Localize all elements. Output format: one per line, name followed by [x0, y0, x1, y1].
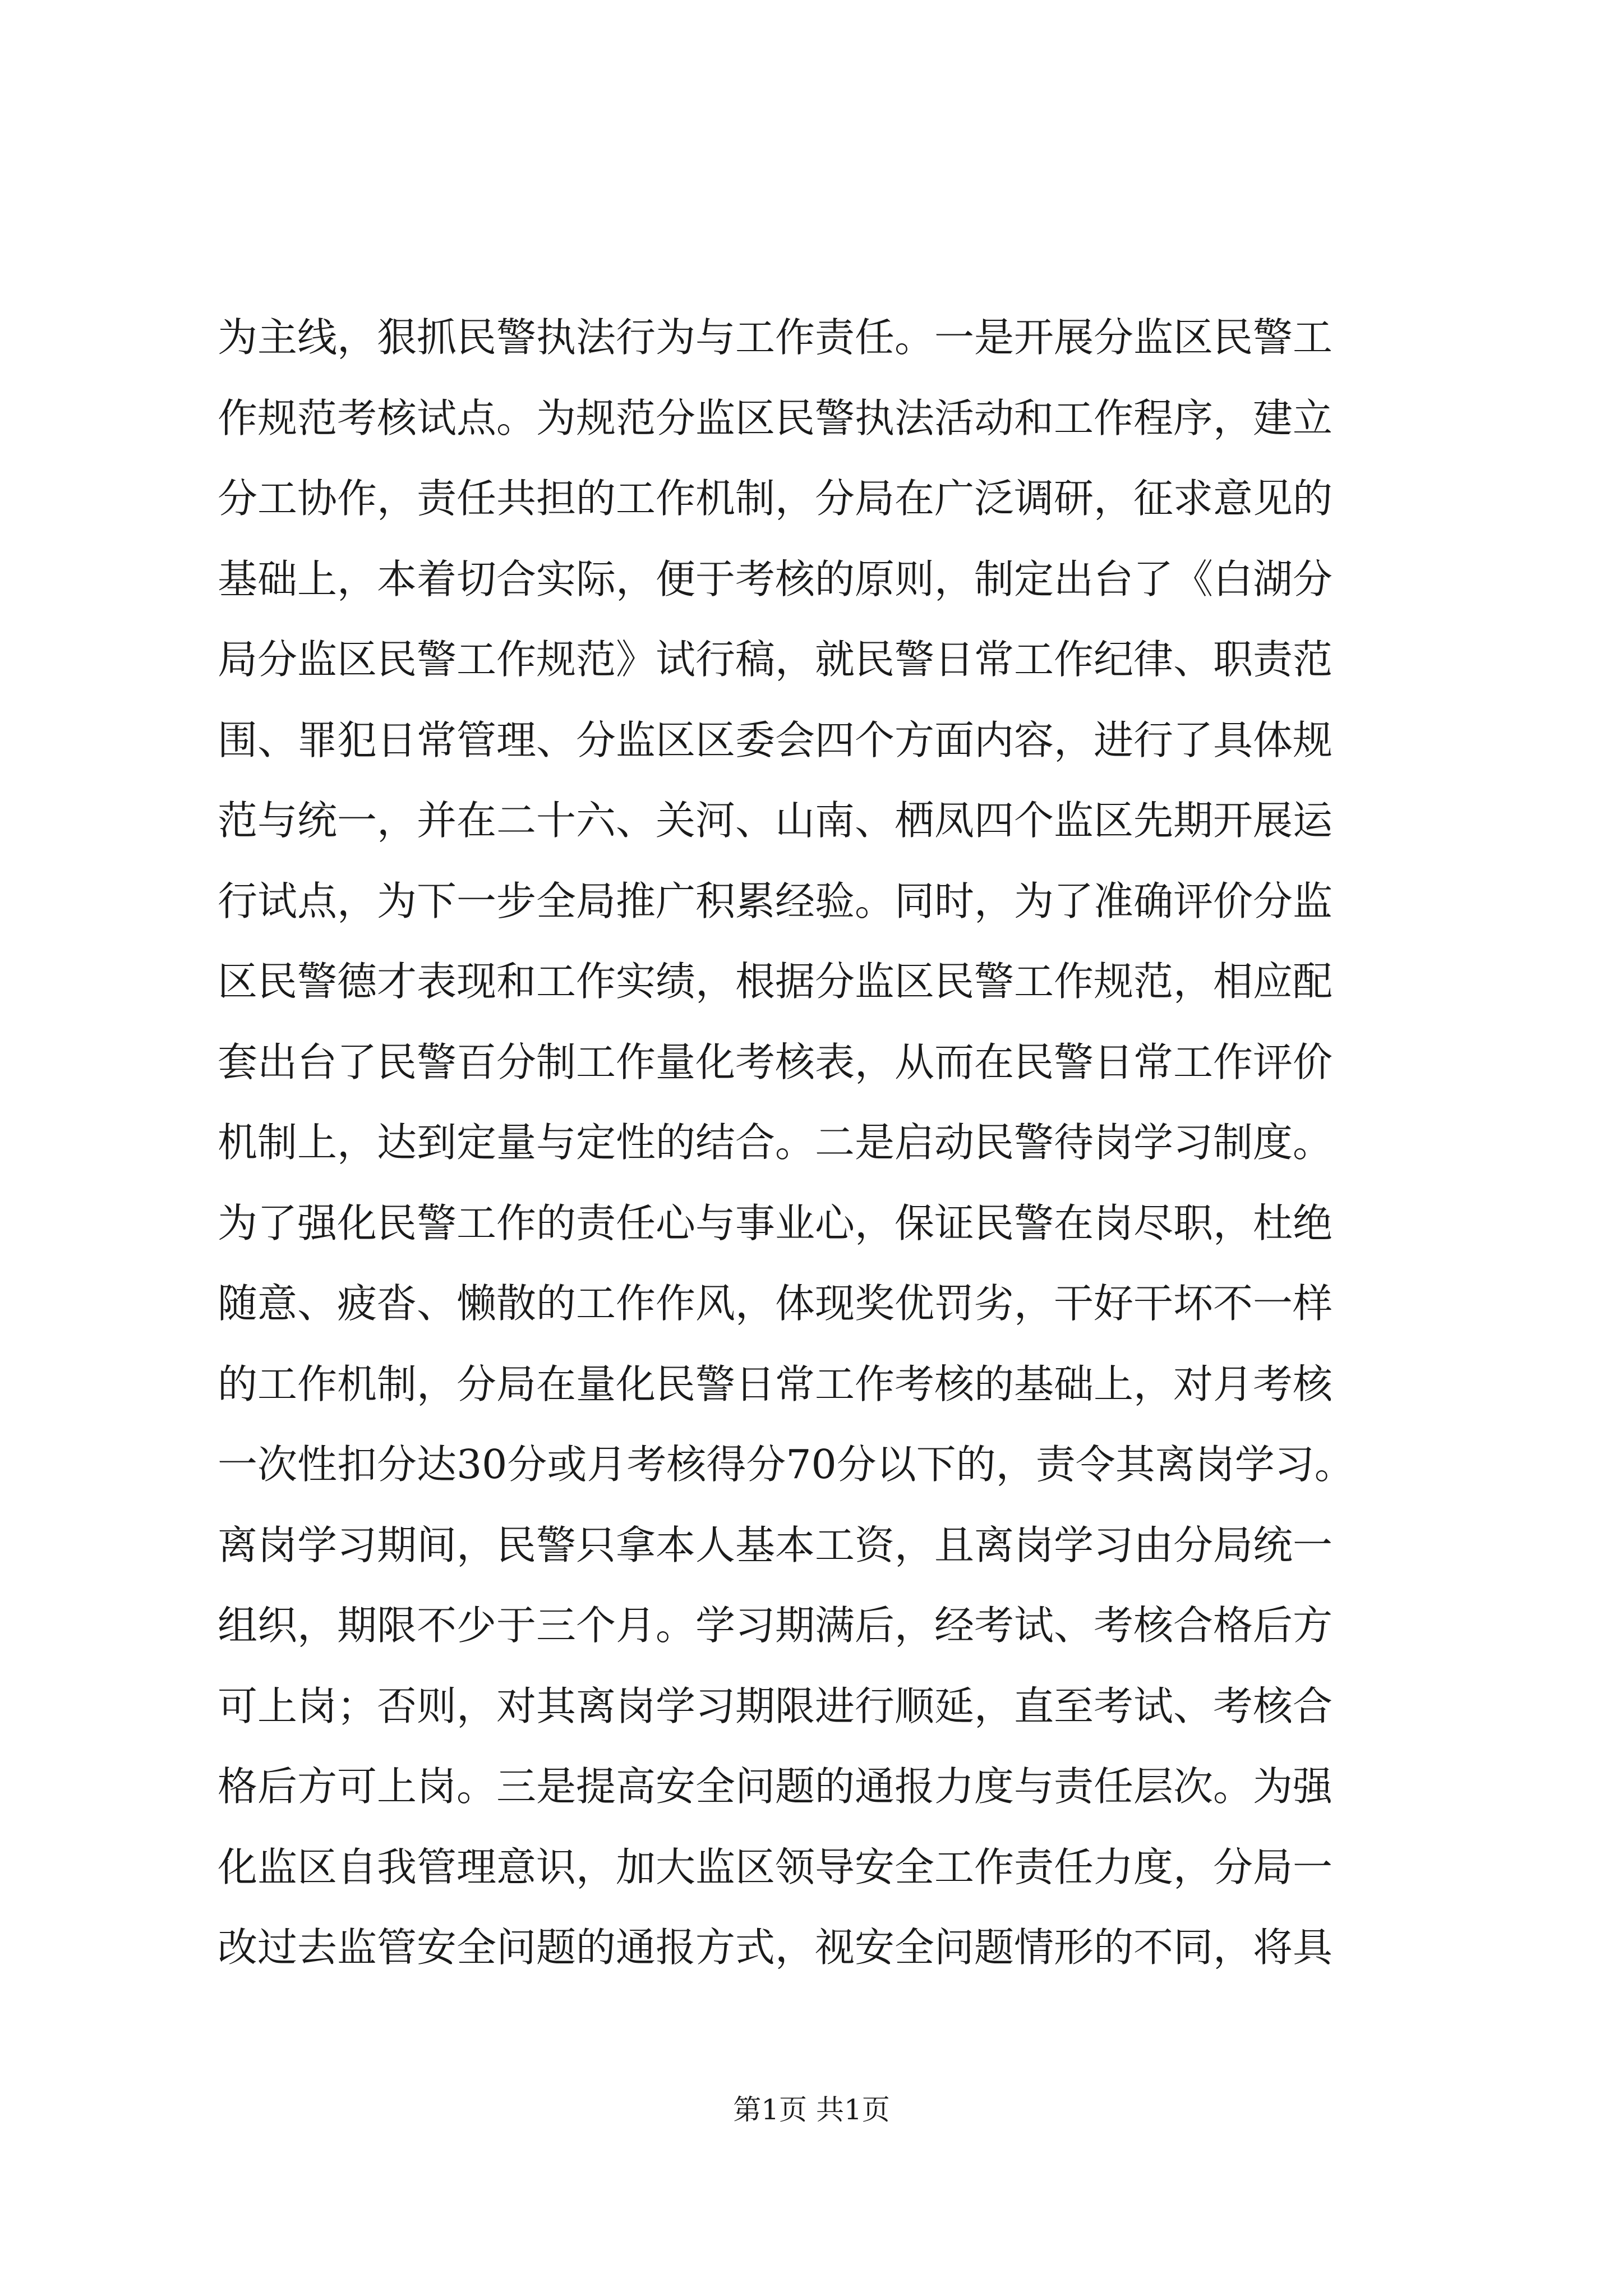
- text-line: 为了强化民警工作的责任心与事业心，保证民警在岗尽职，杜绝: [218, 1199, 1333, 1246]
- text-line: 离岗学习期间，民警只拿本人基本工资，且离岗学习由分局统一: [218, 1521, 1333, 1568]
- text-line: 随意、疲沓、懒散的工作作风，体现奖优罚劣，干好干坏不一样: [218, 1280, 1333, 1327]
- text-line: 区民警德才表现和工作实绩，根据分监区民警工作规范，相应配: [218, 958, 1333, 1005]
- text-line: 局分监区民警工作规范》试行稿，就民警日常工作纪律、职责范: [218, 636, 1333, 683]
- page-footer: 第1页 共1页: [733, 2093, 890, 2126]
- text-line: 一次性扣分达30分或月考核得分70分以下的，责令其离岗学习。: [218, 1441, 1354, 1488]
- text-line: 范与统一，并在二十六、关河、山南、栖凤四个监区先期开展运: [218, 797, 1333, 844]
- text-line: 为主线，狠抓民警执法行为与工作责任。一是开展分监区民警工: [218, 314, 1333, 361]
- text-line: 围、罪犯日常管理、分监区区委会四个方面内容，进行了具体规: [218, 716, 1333, 763]
- text-line: 套出台了民警百分制工作量化考核表，从而在民警日常工作评价: [218, 1038, 1333, 1085]
- text-line: 行试点，为下一步全局推广积累经验。同时，为了准确评价分监: [218, 877, 1333, 924]
- text-line: 的工作机制，分局在量化民警日常工作考核的基础上，对月考核: [218, 1360, 1333, 1407]
- text-line: 作规范考核试点。为规范分监区民警执法活动和工作程序，建立: [218, 394, 1333, 441]
- text-line: 机制上，达到定量与定性的结合。二是启动民警待岗学习制度。: [218, 1119, 1333, 1166]
- text-line: 组织，期限不少于三个月。学习期满后，经考试、考核合格后方: [218, 1602, 1333, 1649]
- body-text: [218, 297, 1435, 1988]
- text-line: 分工协作，责任共担的工作机制，分局在广泛调研，征求意见的: [218, 475, 1333, 522]
- text-line: 可上岗；否则，对其离岗学习期限进行顺延，直至考试、考核合: [218, 1682, 1333, 1729]
- text-line: 基础上，本着切合实际，便于考核的原则，制定出台了《白湖分: [218, 555, 1333, 602]
- text-line: 化监区自我管理意识，加大监区领导安全工作责任力度，分局一: [218, 1843, 1333, 1890]
- text-line: 格后方可上岗。三是提高安全问题的通报力度与责任层次。为强: [218, 1763, 1333, 1810]
- text-line: 改过去监管安全问题的通报方式，视安全问题情形的不同，将具: [218, 1924, 1333, 1971]
